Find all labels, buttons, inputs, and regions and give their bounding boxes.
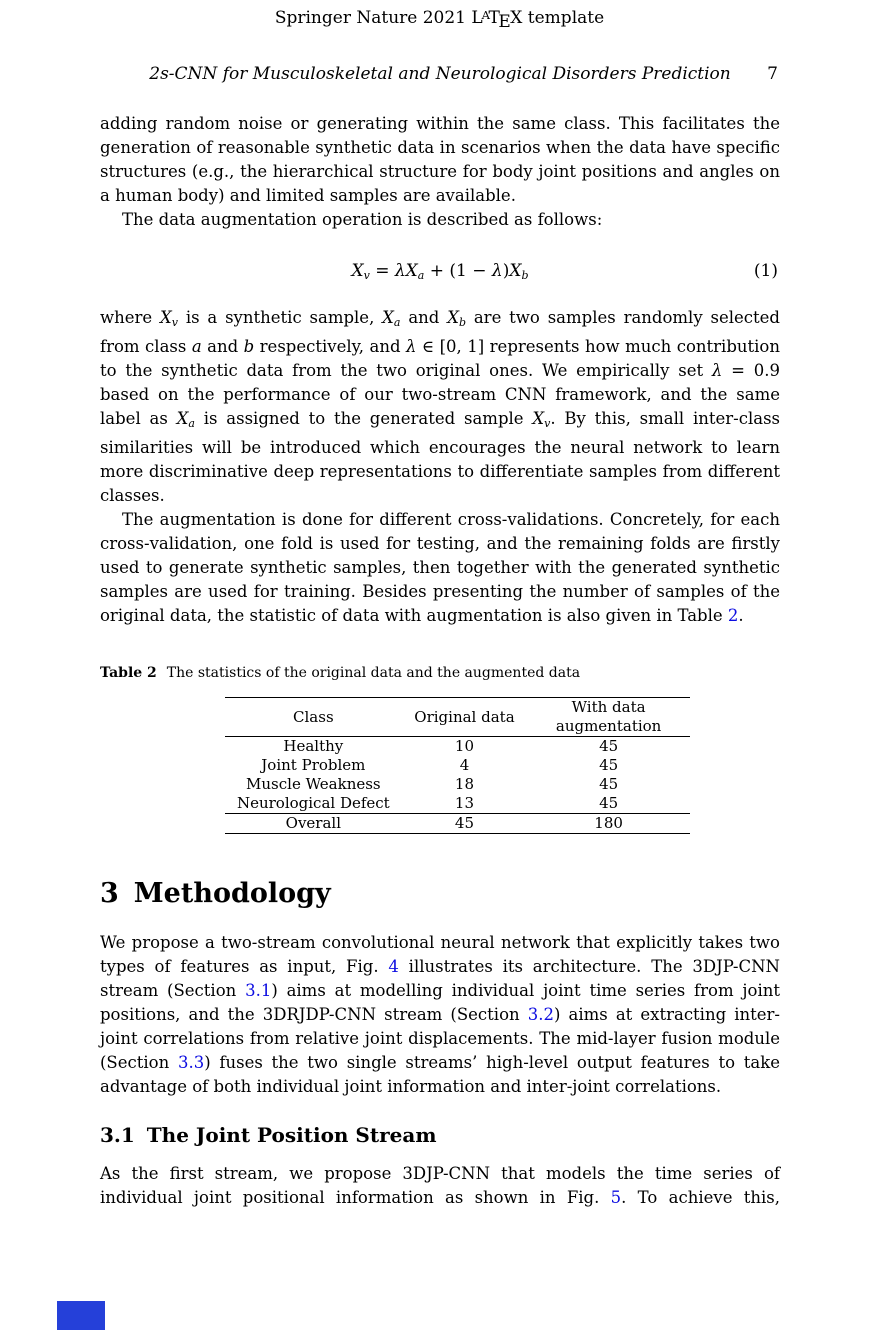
body-block-1 [100, 112, 780, 232]
page-number: 7 [767, 64, 778, 84]
text-segment: ) [502, 261, 510, 281]
table-header-augmented: With data augmentation [555, 698, 662, 735]
text-segment: are two samples randomly selected from class [100, 308, 780, 356]
text-segment: X [176, 409, 189, 428]
table-cell: 13 [454, 794, 474, 812]
table-cell: Muscle Weakness [246, 775, 381, 793]
text-segment: where [100, 308, 161, 327]
text-segment: v [544, 417, 551, 430]
equation-1 [100, 258, 780, 289]
text-segment: template [522, 8, 605, 28]
table-row [225, 756, 690, 775]
table-row [225, 737, 690, 757]
text-segment: ) aims at extracting inter-joint correlations from relative joint displacements. The mid-layer fusion module (Section [100, 1005, 781, 1072]
text-segment: L [471, 8, 483, 28]
text-segment: λ [394, 261, 406, 281]
text-segment: Springer Nature 2021 [274, 8, 472, 28]
table-header-original: Original data [414, 707, 515, 726]
text-segment: X [510, 8, 523, 28]
text-segment: λ [711, 361, 723, 380]
table-header-row [225, 698, 690, 737]
text-segment: a [393, 316, 401, 329]
text-segment: = [369, 261, 395, 281]
table-cell: Joint Problem [261, 756, 366, 774]
text-segment: adding random noise or generating within the same class. This facilitates the generation of reasonable synthetic data in scenarios when the data have specific structures (e.g., the hierarchical structure for body joint positions and angles on a human body) and limited samples are available. [100, 114, 780, 205]
running-head-title: 2s-CNN for Musculoskeletal and Neurological Disorders Prediction [149, 64, 731, 84]
table-row [225, 775, 690, 794]
text-segment: b [521, 269, 529, 282]
table-cell: 180 [594, 814, 623, 832]
paragraph-operation-lead [100, 208, 780, 232]
text-segment: X [509, 261, 522, 281]
text-segment: The data augmentation operation is described as follows: [122, 210, 603, 229]
text-segment: v [171, 316, 178, 329]
table-cell: 45 [599, 737, 619, 755]
table-cell: 10 [454, 737, 474, 755]
text-segment: + (1 − [424, 261, 492, 281]
body-block-3 [100, 931, 780, 1099]
paragraph-lambda-explanation [100, 306, 780, 508]
equation-body [352, 261, 529, 281]
table-header-class: Class [293, 707, 334, 726]
ref-link[interactable]: 3.1 [245, 981, 272, 1000]
text-segment: respectively, and [254, 337, 406, 356]
body-block-2 [100, 306, 780, 628]
text-segment: X [160, 308, 172, 327]
subsection-heading-joint-position-stream [100, 1122, 780, 1148]
ref-link[interactable]: 2 [727, 606, 739, 625]
ref-link[interactable]: 4 [388, 957, 399, 976]
section-title: Methodology [133, 878, 331, 909]
text-segment: b [243, 337, 255, 356]
text-segment: is a synthetic sample, [177, 308, 383, 327]
body-block-4 [100, 1162, 780, 1210]
text-segment: As the first stream, we propose 3DJP-CNN that models the time series of individual joint positional information as shown in Fig. [100, 1164, 780, 1207]
running-head [100, 64, 780, 84]
text-segment: X [382, 308, 394, 327]
text-segment: v [363, 269, 370, 282]
text-segment: ∈ [0, 1] represents how much contribution to the synthetic data from the two original ones. We empirically set [100, 337, 780, 380]
text-segment: X [532, 409, 545, 428]
text-segment: a [188, 417, 195, 430]
equation-number: (1) [753, 261, 778, 281]
section-number: 3 [100, 878, 119, 909]
text-segment: a [191, 337, 202, 356]
text-segment: X [351, 261, 364, 281]
subsection-number: 3.1 [100, 1123, 135, 1147]
table-footer-row [225, 814, 690, 834]
text-segment: E [498, 11, 511, 32]
text-segment: We propose a two-stream convolutional neural network that explicitly takes two types of features as input, Fig. [100, 933, 780, 976]
table-cell: 4 [459, 756, 470, 774]
paragraph-two-stream-overview [100, 931, 780, 1099]
text-segment: a [417, 269, 425, 282]
text-segment: T [488, 8, 500, 28]
table-cell: 45 [599, 775, 619, 793]
ref-link[interactable]: 3.3 [177, 1053, 205, 1072]
statistics-table [225, 697, 690, 834]
table-cell: 45 [599, 756, 619, 774]
text-segment: b [458, 316, 466, 329]
section-heading-methodology [100, 878, 780, 910]
text-segment: . To achieve this, [621, 1188, 780, 1207]
table-row [225, 794, 690, 814]
text-segment: . By this, small inter-class similarities will be introduced which encourages the neural network to learn more discriminative deep representations to differentiate samples from different classes. [100, 409, 781, 505]
table-cell: Neurological Defect [236, 794, 390, 812]
text-segment: . [738, 606, 744, 625]
table-cell: Healthy [283, 737, 344, 755]
paragraph-augmentation-intro [100, 112, 780, 208]
text-segment: λ [491, 261, 503, 281]
text-segment: X [405, 261, 418, 281]
table-cell: 45 [599, 794, 619, 812]
table-caption-label: Table 2 [100, 665, 157, 681]
text-segment: is assigned to the generated sample [194, 409, 533, 428]
subsection-title: The Joint Position Stream [146, 1123, 437, 1147]
template-header [0, 8, 879, 32]
table-cell: Overall [285, 814, 342, 832]
blue-marker-box [57, 1301, 105, 1330]
ref-link[interactable]: 5 [610, 1188, 622, 1207]
paragraph-cross-validation [100, 508, 780, 628]
table-caption [100, 665, 780, 681]
paragraph-first-stream [100, 1162, 780, 1210]
text-segment: = 0.9 based on the performance of our two-stream CNN framework, and the same label as [100, 361, 780, 428]
table-cell: 45 [454, 814, 474, 832]
text-segment: A [481, 8, 490, 23]
text-segment: ) aims at modelling individual joint time series from joint positions, and the 3DRJDP-CNN stream (Section [100, 981, 780, 1024]
text-segment: λ [405, 337, 417, 356]
ref-link[interactable]: 3.2 [527, 1005, 554, 1024]
text-segment: X [447, 308, 459, 327]
text-segment: The augmentation is done for different cross-validations. Concretely, for each cross-validation, one fold is used for testing, and the remaining folds are firstly used to generate synthetic samples, then together with the generated synthetic samples are used for training. Besides presenting the number of samples of the original data, the statistic of data with augmentation is also given in Table [100, 510, 780, 625]
text-segment: and [400, 308, 448, 327]
text-segment: and [201, 337, 244, 356]
text-segment: illustrates its architecture. The 3DJP-CNN stream (Section [100, 957, 780, 1000]
table-caption-text: The statistics of the original data and the augmented data [166, 665, 581, 681]
table-cell: 18 [454, 775, 474, 793]
text-segment: ) fuses the two single streams’ high-level output features to take advantage of both individual joint information and inter-joint correlations. [100, 1053, 780, 1096]
